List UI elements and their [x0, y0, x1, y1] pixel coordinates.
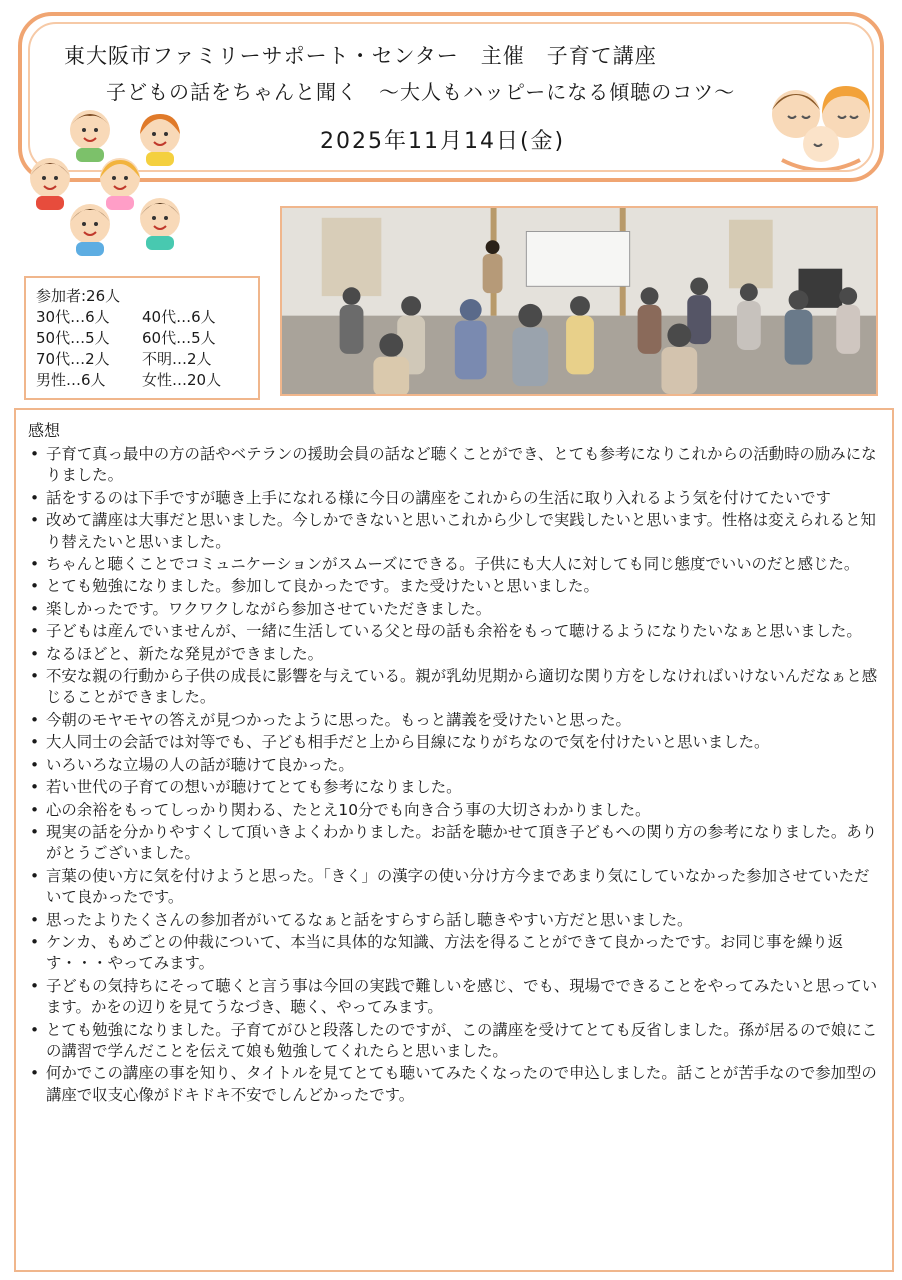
comment-item: • とても勉強になりました。子育てがひと段落したのですが、この講座を受けてとても反省しました。孫が居るので娘にこの講習で学んだことを伝えて娘も勉強してくれたらと思いました。	[28, 1020, 880, 1063]
comments-list	[28, 444, 880, 1106]
comment-item: • 言葉の使い方に気を付けようと思った。「きく」の漢字の使い分け方今まであまり気にしていなかった参加させていただいて良かったです。	[28, 866, 880, 909]
event-date: 2025年11月14日(金)	[320, 129, 566, 154]
comment-item: • 不安な親の行動から子供の成長に影響を与えている。親が乳幼児期から適切な関り方をしなければいけないんだなぁと感じることができました。	[28, 666, 880, 709]
comments-heading: 感想	[28, 421, 61, 440]
stats-row	[36, 349, 248, 370]
title-line-1: 東大阪市ファミリーサポート・センター 主催 子育て講座	[64, 44, 657, 68]
comment-item: • 子どもは産んでいませんが、一緒に生活している父と母の話も余裕をもって聴けるようになりたいなぁと思いました。	[28, 621, 880, 642]
comment-item: • 現実の話を分かりやすくして頂いきよくわかりました。お話を聴かせて頂き子どもへの関り方の参考になりました。ありがとうございました。	[28, 822, 880, 865]
stats-row	[36, 370, 248, 391]
comment-item: • 今朝のモヤモヤの答えが見つかったように思った。もっと講義を受けたいと思った。	[28, 710, 880, 731]
stats-cell: 女性…20人	[142, 371, 222, 389]
family-illustration	[762, 80, 880, 170]
comment-item: • 若い世代の子育ての想いが聴けてとても参考になりました。	[28, 777, 880, 798]
comment-item: • 大人同士の会話では対等でも、子ども相手だと上から目線になりがちなので気を付けたいと思いました。	[28, 732, 880, 753]
participant-stats-box	[24, 276, 260, 400]
stats-row	[36, 307, 248, 328]
stats-cell: 60代…5人	[142, 329, 216, 347]
child-face-icon	[140, 114, 180, 166]
stats-cell: 男性…6人	[36, 371, 106, 389]
comment-item: • 何かでこの講座の事を知り、タイトルを見てとても聴いてみたくなったので申込しました。話ことが苦手なので参加型の講座で収支心像がドキドキ不安でしんどかったです。	[28, 1063, 880, 1106]
event-photo	[280, 206, 878, 396]
stats-row	[36, 328, 248, 349]
child-face-icon	[140, 198, 180, 250]
stats-cell: 70代…2人	[36, 350, 110, 368]
comment-item: • 子どもの気持ちにそって聴くと言う事は今回の実践で難しいを感じ、でも、現場でできることをやってみたいと思っています。かをの辺りを見てうなづき、聴く、やってみます。	[28, 976, 880, 1019]
comment-item: • ちゃんと聴くことでコミュニケーションがスムーズにできる。子供にも大人に対しても同じ態度でいいのだと感じた。	[28, 554, 880, 575]
child-face-icon	[70, 110, 110, 162]
child-face-icon	[70, 204, 110, 256]
stats-total: 参加者:26人	[36, 287, 121, 305]
comment-item: • とても勉強になりました。参加して良かったです。また受けたいと思いました。	[28, 576, 880, 597]
stats-cell: 30代…6人	[36, 308, 110, 326]
comment-item: • 話をするのは下手ですが聴き上手になれる様に今日の講座をこれからの生活に取り入れるよう気を付けてたいです	[28, 488, 880, 509]
stats-cell: 50代…5人	[36, 329, 110, 347]
comment-item: • なるほどと、新たな発見ができました。	[28, 644, 880, 665]
comment-item: • 改めて講座は大事だと思いました。今しかできないと思いこれから少しで実践したいと思います。性格は変えられると知り替えたいと思いました。	[28, 510, 880, 553]
comment-item: • いろいろな立場の人の話が聴けて良かった。	[28, 755, 880, 776]
comments-section	[14, 408, 894, 1272]
child-face-icon	[100, 158, 140, 210]
comment-item: • 心の余裕をもってしっかり関わる、たとえ10分でも向き合う事の大切さわかりました。	[28, 800, 880, 821]
title-line-2: 子どもの話をちゃんと聞く ～大人もハッピーになる傾聴のコツ～	[106, 80, 736, 104]
comment-item: • ケンカ、もめごとの仲裁について、本当に具体的な知識、方法を得ることができて良かったです。お同じ事を繰り返す・・・やってみます。	[28, 932, 880, 975]
stats-cell: 不明…2人	[142, 350, 212, 368]
comment-item: • 思ったよりたくさんの参加者がいてるなぁと話をすらすら話し聴きやすい方だと思いました。	[28, 910, 880, 931]
child-face-icon	[30, 158, 70, 210]
comment-item: • 子育て真っ最中の方の話やベテランの援助会員の話など聴くことができ、とても参考になりこれからの活動時の励みになりました。	[28, 444, 880, 487]
comment-item: • 楽しかったです。ワクワクしながら参加させていただきました。	[28, 599, 880, 620]
children-illustration	[10, 100, 220, 260]
stats-cell: 40代…6人	[142, 308, 216, 326]
